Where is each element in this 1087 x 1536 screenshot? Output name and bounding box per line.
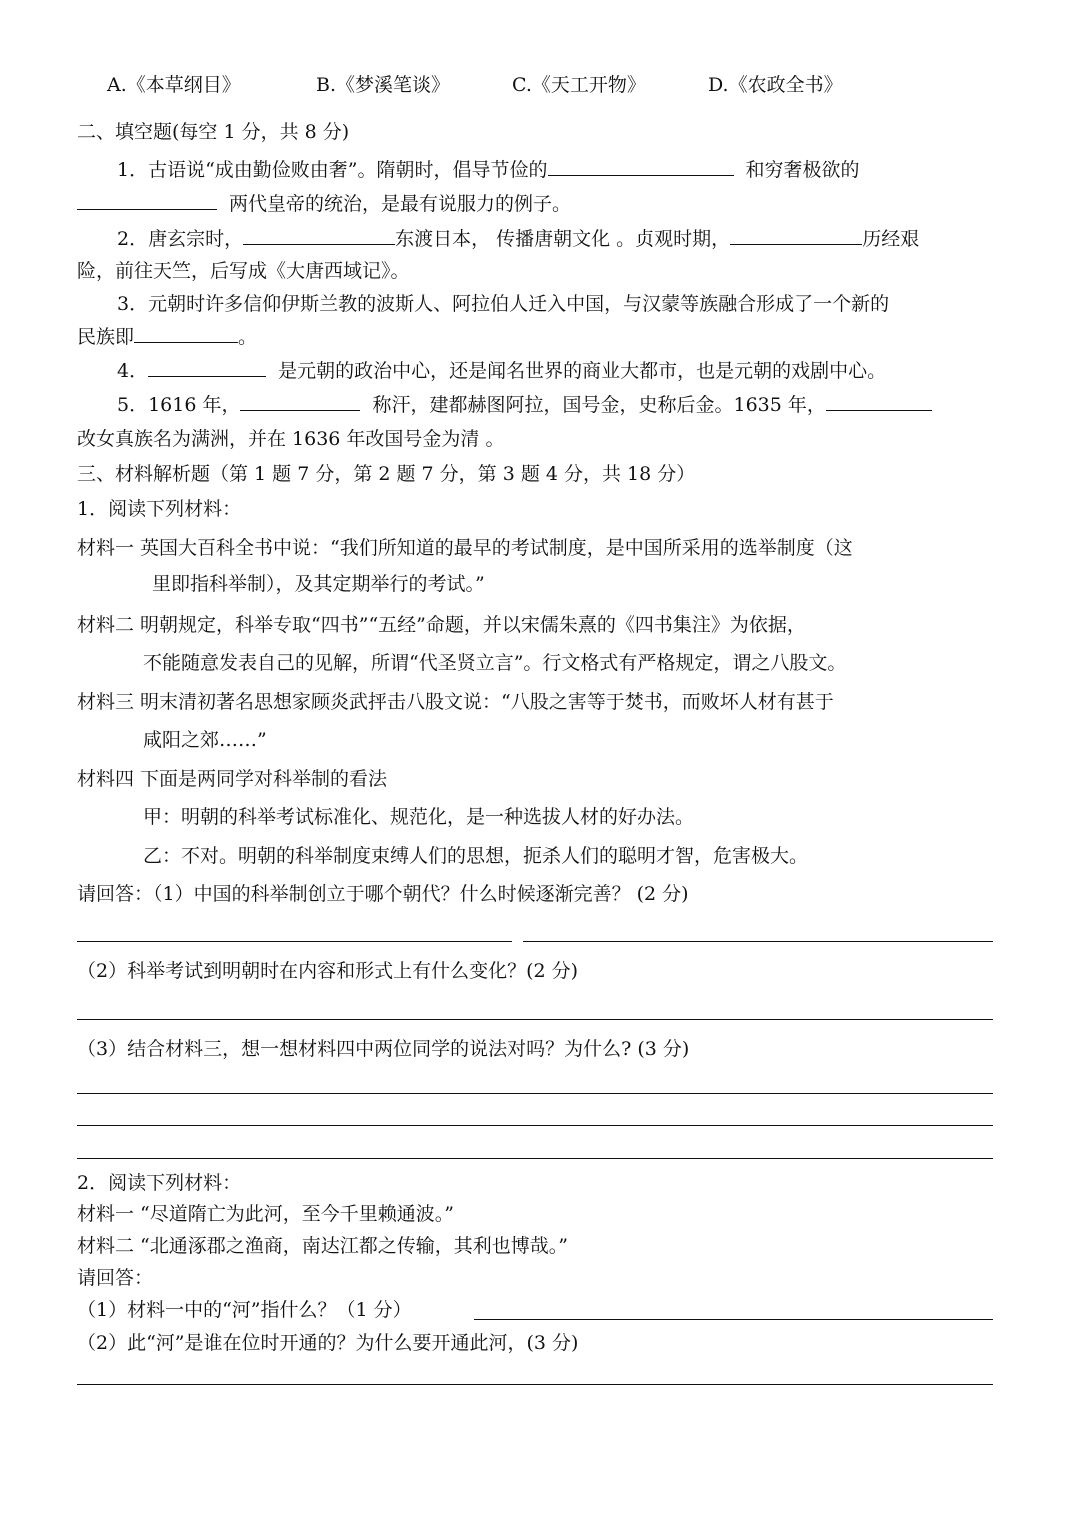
fill-q5-text-a: 5．1616 年，: [117, 394, 241, 416]
answer-line[interactable]: [77, 941, 512, 942]
opinion-jia: 甲：明朝的科举考试标准化、规范化，是一种选拔人材的好办法。: [143, 806, 695, 828]
question-1-1: 请回答：（1）中国的科举制创立于哪个朝代？什么时候逐渐完善？ (2 分): [77, 883, 689, 905]
answer-line[interactable]: [77, 1125, 993, 1126]
fill-q4-text-a: 4．: [117, 360, 149, 382]
fill-q1-text-a: 1．古语说“成由勤俭败由奢”。隋朝时，倡导节俭的: [117, 159, 548, 181]
question-2-2: （2）此“河”是谁在位时开通的？为什么要开通此河，(3 分): [77, 1332, 579, 1354]
fill-q5-line1: [117, 392, 932, 418]
material-4-line: 材料四 下面是两同学对科举制的看法: [77, 768, 388, 790]
material-3-line1: 材料三 明末清初著名思想家顾炎武抨击八股文说：“八股之害等于焚书，而败坏人材有甚于: [77, 691, 834, 713]
answer-line[interactable]: [523, 941, 993, 942]
fill-q1-text-c: 两代皇帝的统治，是最有说服力的例子。: [229, 193, 572, 215]
fill-q4-line: [117, 358, 886, 384]
fill-q2-text-a: 2．唐玄宗时，: [117, 228, 244, 250]
answer-line[interactable]: [77, 1158, 993, 1159]
answer-line[interactable]: [77, 1093, 993, 1094]
question-2-1: （1）材料一中的“河”指什么？（1 分）: [77, 1299, 412, 1321]
material-n2: 材料二 “北通涿郡之渔商，南达江都之传输，其利也博哉。”: [77, 1235, 568, 1257]
fill-q1-line2: [77, 191, 571, 217]
fill-q2-text-c: 历经艰: [862, 228, 920, 250]
fill-q3-text-c: 。: [238, 326, 258, 348]
option-a: A.《本草纲目》: [107, 74, 241, 96]
material-1-line2: 里即指科举制），及其定期举行的考试。”: [152, 573, 485, 595]
fill-q5-line2: 改女真族名为满洲，并在 1636 年改国号金为清 。: [77, 428, 505, 450]
fill-q3-line1: 3．元朝时许多信仰伊斯兰教的波斯人、阿拉伯人迁入中国，与汉蒙等族融合形成了一个新的: [117, 293, 890, 315]
fill-q2-line2: 险，前往天竺，后写成《大唐西域记》。: [77, 260, 410, 282]
answer-blank[interactable]: [77, 191, 217, 210]
analysis-q1-intro: 1．阅读下列材料：: [77, 498, 242, 520]
material-n1: 材料一 “尽道隋亡为此河，至今千里赖通波。”: [77, 1203, 454, 1225]
answer-blank[interactable]: [548, 157, 734, 176]
answer-blank[interactable]: [134, 324, 238, 343]
answer-blank[interactable]: [240, 392, 360, 411]
option-c: C.《天工开物》: [512, 74, 646, 96]
fill-q3-line2: [77, 324, 257, 350]
answer-line[interactable]: [77, 1384, 993, 1385]
opinion-yi: 乙：不对。明朝的科举制度束缚人们的思想，扼杀人们的聪明才智，危害极大。: [143, 845, 809, 867]
option-b: B.《梦溪笔谈》: [316, 74, 451, 96]
fill-q2-text-b: 东渡日本， 传播唐朝文化 。贞观时期，: [395, 228, 731, 250]
material-3-line2: 咸阳之郊……”: [143, 729, 267, 751]
fill-q4-text-b: 是元朝的政治中心，还是闻名世界的商业大都市，也是元朝的戏剧中心。: [278, 360, 887, 382]
answer-line[interactable]: [77, 1019, 993, 1020]
option-d: D.《农政全书》: [708, 74, 843, 96]
fill-heading: 二、填空题(每空 1 分，共 8 分): [77, 121, 350, 143]
answer-line[interactable]: [474, 1319, 993, 1320]
analysis-heading: 三、材料解析题（第 1 题 7 分，第 2 题 7 分，第 3 题 4 分，共 18 分）: [77, 463, 696, 485]
question-1-2: （2）科举考试到明朝时在内容和形式上有什么变化？(2 分): [77, 960, 579, 982]
material-2-line1: 材料二 明朝规定，科举专取“四书”“五经”命题，并以宋儒朱熹的《四书集注》为依据，: [77, 614, 806, 636]
analysis-q2-intro: 2．阅读下列材料：: [77, 1172, 242, 1194]
answer-blank[interactable]: [826, 392, 932, 411]
answer-blank[interactable]: [243, 226, 395, 245]
fill-q2-line1: [117, 226, 919, 252]
question-1-3: （3）结合材料三，想一想材料四中两位同学的说法对吗？为什么? (3 分): [77, 1038, 690, 1060]
fill-q5-text-b: 称汗，建都赫图阿拉，国号金，史称后金。1635 年，: [372, 394, 826, 416]
fill-q1-text-b: 和穷奢极欲的: [745, 159, 860, 181]
answer-prompt: 请回答：: [77, 1267, 154, 1289]
answer-blank[interactable]: [730, 226, 862, 245]
fill-q1-line1: [117, 157, 860, 183]
material-2-line2: 不能随意发表自己的见解，所谓“代圣贤立言”。行文格式有严格规定，谓之八股文。: [143, 652, 847, 674]
fill-q3-text-b: 民族即: [77, 326, 135, 348]
material-1-line1: 材料一 英国大百科全书中说：“我们所知道的最早的考试制度，是中国所采用的选举制度（这: [77, 537, 853, 559]
answer-blank[interactable]: [148, 358, 266, 377]
